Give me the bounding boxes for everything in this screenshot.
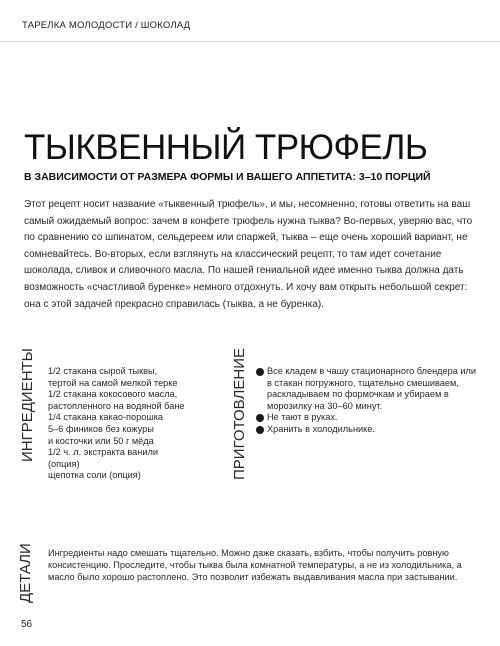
ingredient-item: тертой на самой мелкой терке [48, 377, 178, 388]
ingredient-item: 5–6 фиников без кожуры [48, 423, 154, 434]
bullet-icon [256, 368, 264, 376]
ingredient-item: 1/2 стакана кокосового масла, [48, 389, 178, 400]
step-item [256, 366, 481, 412]
ingredient-item: 1/2 ч. л. экстракта ванили [48, 447, 158, 458]
recipe-intro: Этот рецепт носит название «тыквенный трюфель», и мы, несомненно, готовы ответить на ваш самый ожидаемый вопрос: зачем в конфете трюфель нужна тыква? Во-первых, уверяю вас, что по сравнению со шпинатом, сельдереем или спаржей, тыква – еще очень хороший вариант, не сомневайтесь. Во-вторых, если взглянуть на классический рецепт, то там идет сочетание шоколада, сливок и сливочного масла. По нашей гениальной идее именно тыква должна дать возможность «счастливой буренке» немного отдохнуть. И хочу вам открыть небольшой секрет: она с этой задачей прекрасно справилась (тыква, а не буренка). [24, 199, 473, 310]
bullet-icon [256, 426, 264, 434]
recipe-title: ТЫКВЕННЫЙ ТРЮФЕЛЬ [24, 128, 428, 167]
page-number: 56 [21, 619, 33, 630]
ingredient-item: и косточки или 50 г мёда [48, 435, 154, 446]
details-text: Ингредиенты надо смешать тщательно. Можно даже сказать, взбить, чтобы получить ровную консистенцию. Проследите, чтобы тыква была комнатной температуры, а не из холодильника, а масло было хорошо растоплено. Это позволит избежать выдавливания масла при застывании. [48, 548, 462, 583]
ingredient-item: растопленного на водяной бане [48, 400, 185, 411]
step-text: Не тают в руках. [267, 412, 338, 423]
section-header: ТАРЕЛКА МОЛОДОСТИ / ШОКОЛАД [22, 20, 191, 31]
ingredients-label: ИНГРЕДИЕНТЫ [19, 348, 36, 462]
ingredient-item: 1/4 стакана какао-порошка [48, 412, 164, 423]
header-divider [0, 41, 500, 42]
preparation-steps [256, 366, 481, 436]
ingredient-item: (опция) [48, 458, 80, 469]
step-text: Все кладем в чашу стационарного блендера или в стакан погружного, тщательно смешиваем, раскладываем по формочкам и убираем в морозилку на 30–60 минут. [267, 366, 477, 411]
bullet-icon [256, 414, 264, 422]
ingredient-item: 1/2 стакана сырой тыквы, [48, 366, 158, 376]
ingredient-item: щепотка соли (опция) [48, 470, 141, 481]
step-item [256, 412, 481, 424]
recipe-servings: В ЗАВИСИМОСТИ ОТ РАЗМЕРА ФОРМЫ И ВАШЕГО АППЕТИТА: 3–10 ПОРЦИЙ [24, 171, 431, 183]
step-text: Хранить в холодильнике. [267, 423, 375, 434]
ingredients-list [48, 366, 243, 482]
step-item [256, 424, 481, 436]
preparation-label: ПРИГОТОВЛЕНИЕ [231, 348, 248, 480]
details-label: ДЕТАЛИ [17, 543, 34, 603]
